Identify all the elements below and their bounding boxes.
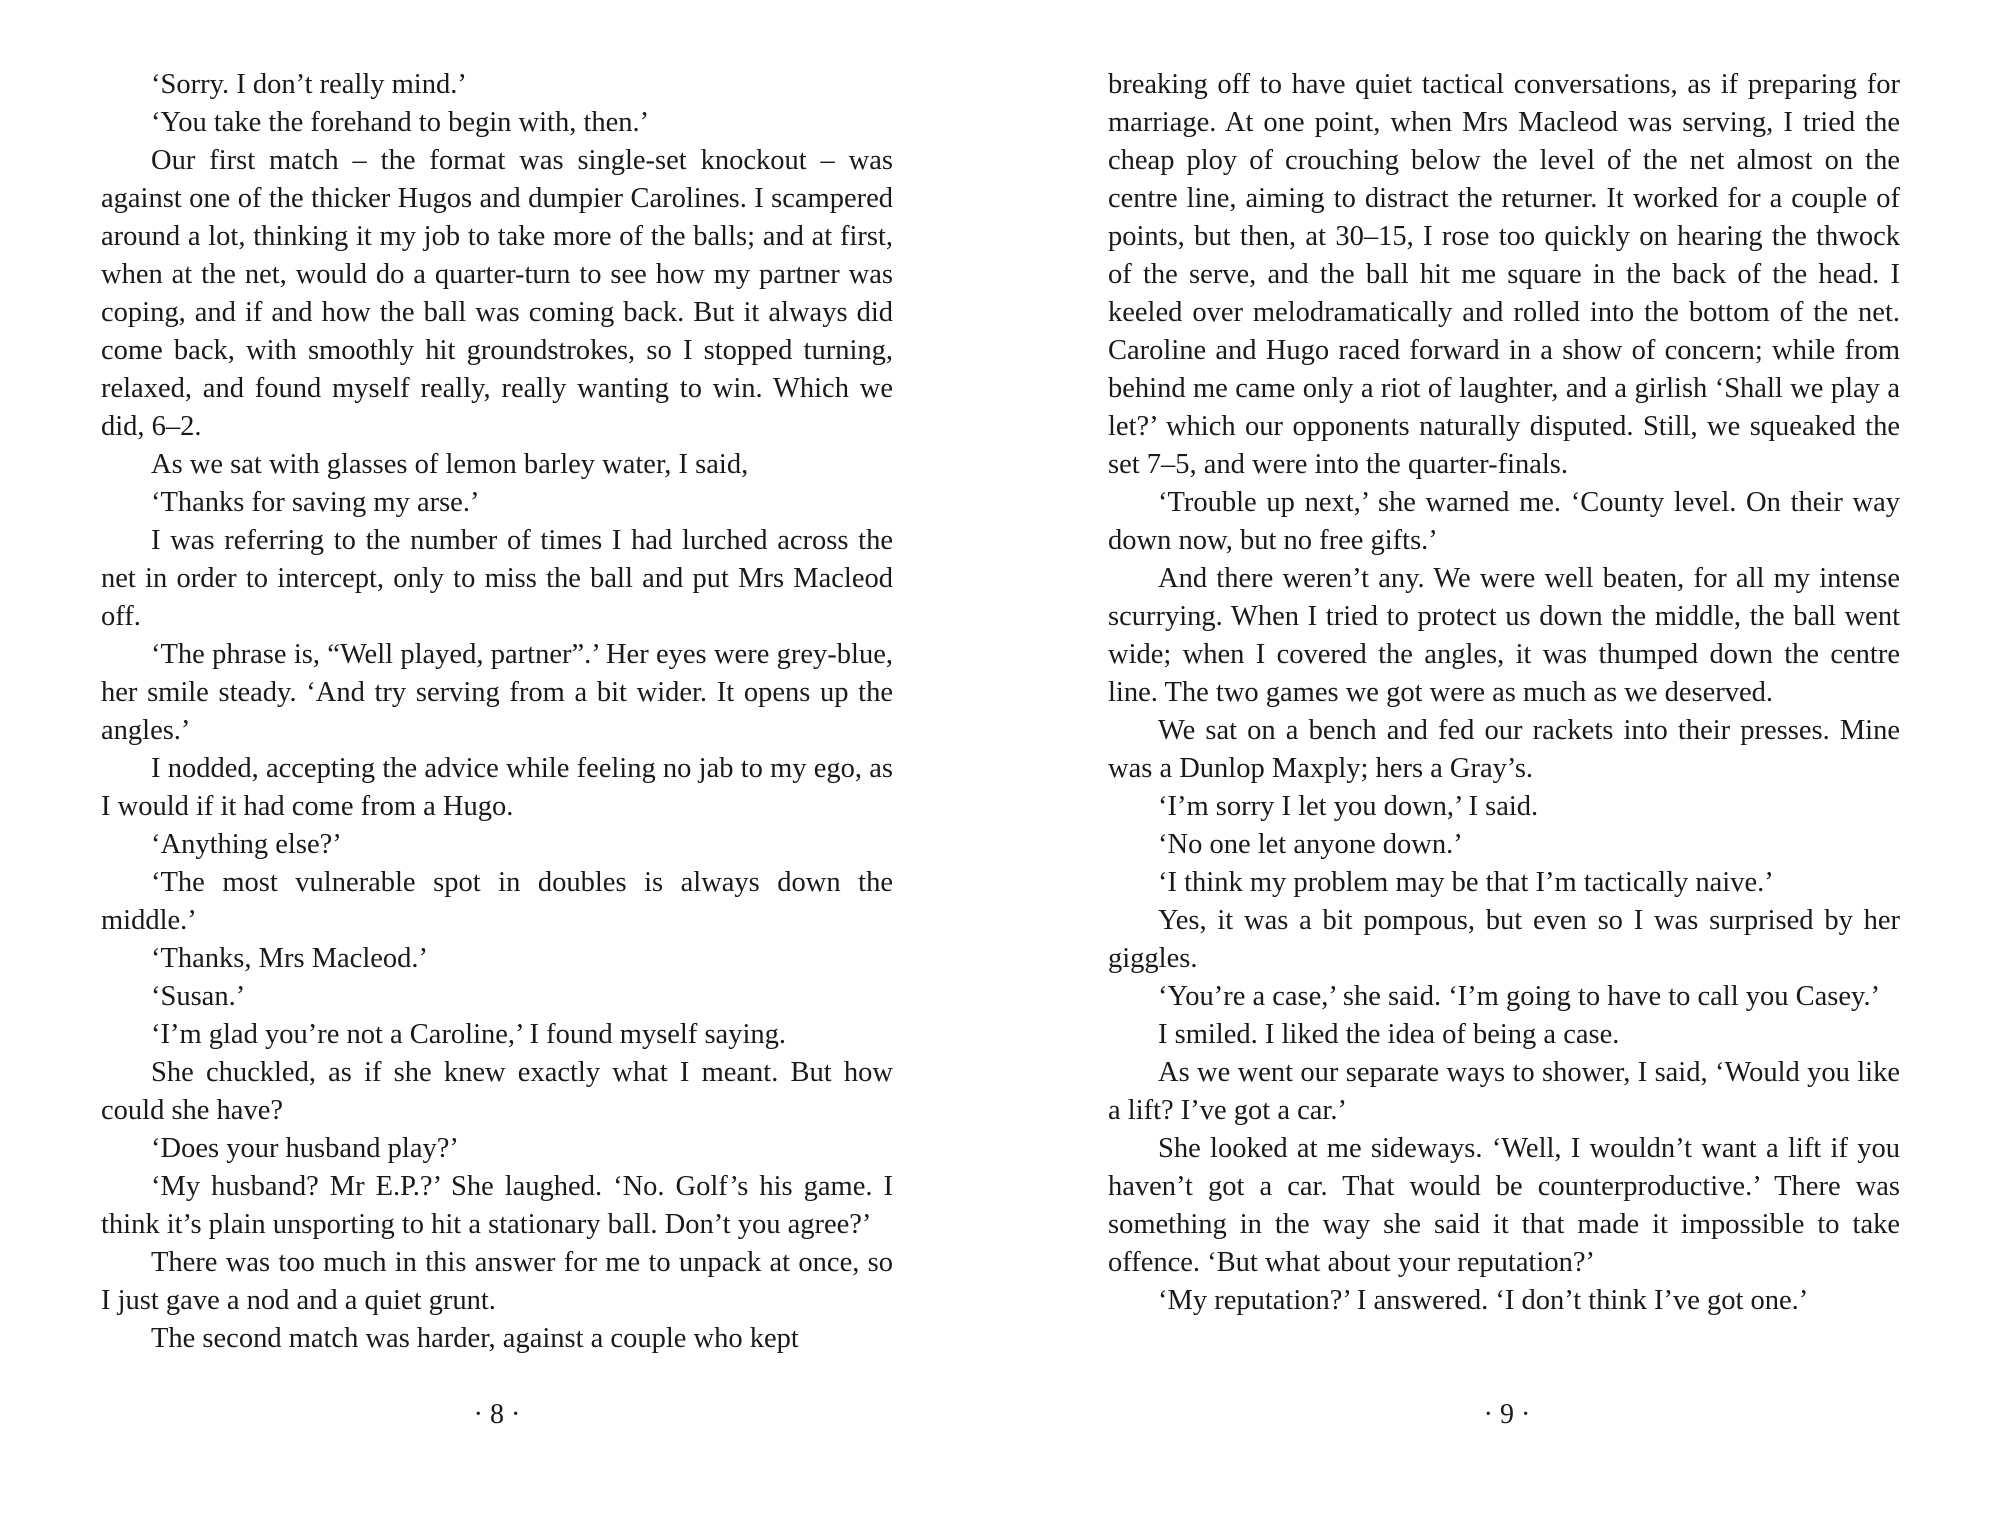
paragraph: ‘You’re a case,’ she said. ‘I’m going to have to call you Casey.’ <box>1158 981 1881 1012</box>
paragraph: I smiled. I liked the idea of being a case. <box>1158 1019 1620 1050</box>
paragraph: There was too much in this answer for me to unpack at once, so I just gave a nod and a quiet grunt. <box>101 1247 893 1316</box>
paragraph: ‘Thanks, Mrs Macleod.’ <box>151 943 429 974</box>
right-page <box>1000 0 2000 1538</box>
paragraph: ‘No one let anyone down.’ <box>1158 829 1463 860</box>
paragraph: ‘Sorry. I don’t really mind.’ <box>151 69 467 100</box>
paragraph: ‘Thanks for saving my arse.’ <box>151 487 480 518</box>
paragraph: ‘Trouble up next,’ she warned me. ‘County level. On their way down now, but no free gifts.’ <box>1108 487 1900 556</box>
paragraph: ‘Does your husband play?’ <box>151 1133 459 1164</box>
paragraph: I nodded, accepting the advice while feeling no jab to my ego, as I would if it had come from a Hugo. <box>101 753 893 822</box>
paragraph: ‘The most vulnerable spot in doubles is always down the middle.’ <box>101 867 893 936</box>
page-number: · 9 · <box>1483 1399 1531 1430</box>
paragraph: breaking off to have quiet tactical conversations, as if preparing for marriage. At one point, when Mrs Macleod was serving, I tried the cheap ploy of crouching below the level of the net almost on the centre line, aiming to distract the returner. It worked for a couple of points, but then, at 30–15, I rose too quickly on hearing the thwock of the serve, and the ball hit me square in the back of the head. I keeled over melodramatically and rolled into the bottom of the net. Caroline and Hugo raced forward in a show of concern; while from behind me came only a riot of laughter, and a girlish ‘Shall we play a let?’ which our opponents naturally disputed. Still, we squeaked the set 7–5, and were into the quarter-finals. <box>1108 69 1900 480</box>
paragraph: ‘My reputation?’ I answered. ‘I don’t think I’ve got one.’ <box>1158 1285 1809 1316</box>
paragraph: ‘Anything else?’ <box>151 829 342 860</box>
paragraph: She looked at me sideways. ‘Well, I wouldn’t want a lift if you haven’t got a car. That would be counterproductive.’ There was something in the way she said it that made it impossible to take offence. ‘But what about your reputation?’ <box>1108 1133 1900 1278</box>
paragraph: ‘I’m sorry I let you down,’ I said. <box>1158 791 1539 822</box>
paragraph: ‘Susan.’ <box>151 981 246 1012</box>
paragraph: As we went our separate ways to shower, I said, ‘Would you like a lift? I’ve got a car.’ <box>1108 1057 1900 1126</box>
paragraph: We sat on a bench and fed our rackets into their presses. Mine was a Dunlop Maxply; hers a Gray’s. <box>1108 715 1900 784</box>
paragraph: ‘The phrase is, “Well played, partner”.’ Her eyes were grey-blue, her smile steady. ‘And try serving from a bit wider. It opens up the angles.’ <box>101 639 893 746</box>
paragraph: ‘I think my problem may be that I’m tactically naive.’ <box>1158 867 1774 898</box>
paragraph: Yes, it was a bit pompous, but even so I was surprised by her giggles. <box>1108 905 1900 974</box>
paragraph: And there weren’t any. We were well beaten, for all my intense scurrying. When I tried to protect us down the middle, the ball went wide; when I covered the angles, it was thumped down the centre line. The two games we got were as much as we deserved. <box>1108 563 1900 708</box>
paragraph: ‘You take the forehand to begin with, then.’ <box>151 107 650 138</box>
right-page-text <box>1108 66 1900 1320</box>
paragraph: Our first match – the format was single-set knockout – was against one of the thicker Hugos and dumpier Carolines. I scampered around a lot, thinking it my job to take more of the balls; and at first, when at the net, would do a quarter-turn to see how my partner was coping, and if and how the ball was coming back. But it always did come back, with smoothly hit groundstrokes, so I stopped turning, relaxed, and found myself really, really wanting to win. Which we did, 6–2. <box>101 145 893 442</box>
paragraph: ‘I’m glad you’re not a Caroline,’ I found myself saying. <box>151 1019 787 1050</box>
left-page-text <box>101 66 893 1358</box>
page-number: · 8 · <box>473 1399 521 1430</box>
paragraph: ‘My husband? Mr E.P.?’ She laughed. ‘No. Golf’s his game. I think it’s plain unsporting to hit a stationary ball. Don’t you agree?’ <box>101 1171 893 1240</box>
paragraph: The second match was harder, against a couple who kept <box>151 1323 799 1354</box>
paragraph: As we sat with glasses of lemon barley water, I said, <box>151 449 749 480</box>
paragraph: She chuckled, as if she knew exactly what I meant. But how could she have? <box>101 1057 893 1126</box>
paragraph: I was referring to the number of times I had lurched across the net in order to intercept, only to miss the ball and put Mrs Macleod off. <box>101 525 893 632</box>
